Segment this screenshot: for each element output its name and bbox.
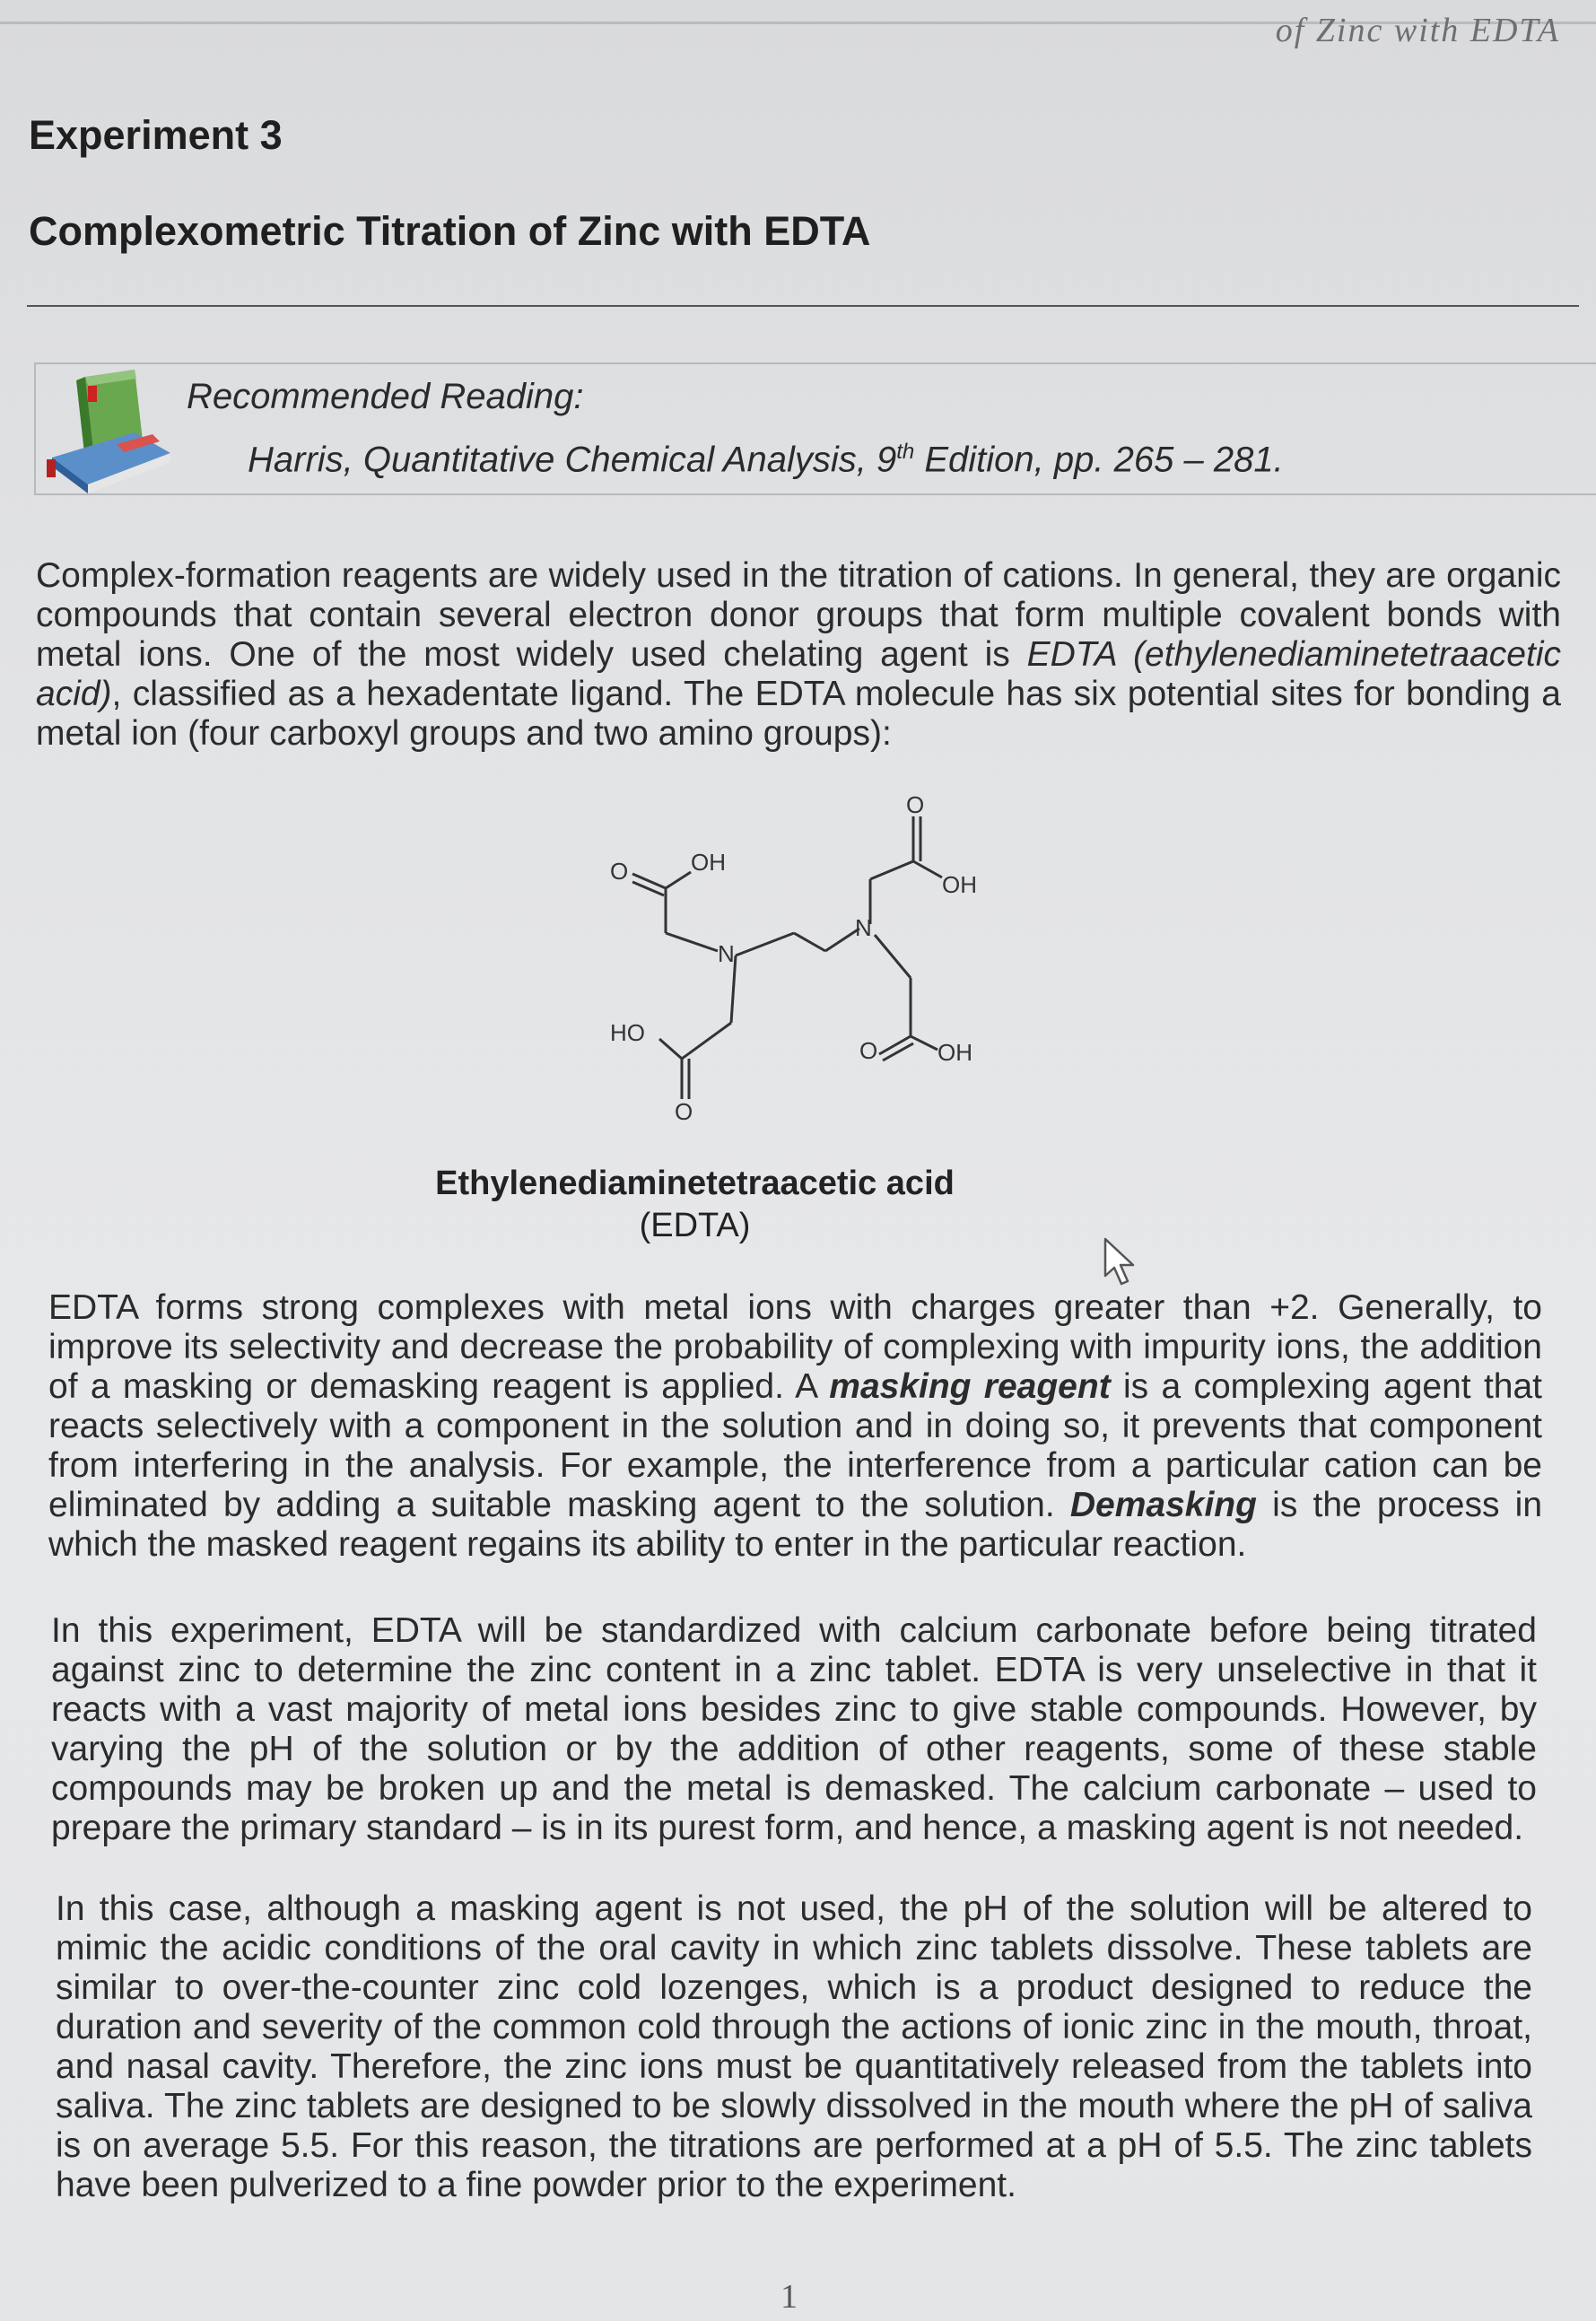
atom-oh-top-right: OH	[942, 871, 977, 898]
atom-o-top-left: O	[610, 858, 629, 885]
atom-oh-top-left: OH	[691, 849, 726, 876]
atom-oh-bottom-right: OH	[938, 1039, 972, 1066]
atom-n-right: N	[855, 914, 872, 941]
atom-n-left: N	[718, 940, 735, 967]
page-title: Complexometric Titration of Zinc with EDTA	[29, 208, 871, 254]
title-divider	[27, 305, 1579, 307]
experiment-number: Experiment 3	[29, 112, 283, 158]
page-number: 1	[781, 2278, 798, 2316]
atom-ho-bottom-left: HO	[610, 1019, 645, 1046]
atom-o-bottom-right: O	[859, 1037, 878, 1064]
atom-o-top-right: O	[906, 791, 925, 818]
atom-o-bottom-left: O	[675, 1098, 693, 1121]
mouse-pointer-icon	[1102, 1236, 1143, 1288]
molecule-abbreviation: (EDTA)	[639, 1207, 751, 1244]
intro-paragraph: Complex-formation reagents are widely used in the titration of cations. In general, they are organic compounds that contain several electron donor groups that form multiple covalent bonds with metal ions. One of the most widely used chelating agent is EDTA (ethylenediaminetetraacetic acid), classified as a hexadentate ligand. The EDTA molecule has six potential sites for bonding a metal ion (four carboxyl groups and two amino groups):	[36, 556, 1562, 753]
running-header: of Zinc with EDTA	[1275, 12, 1560, 49]
books-icon	[36, 359, 188, 502]
experiment-paragraph: In this experiment, EDTA will be standardized with calcium carbonate before being titrated against zinc to determine the zinc content in a zinc tablet. EDTA is very unselective in that it reacts with a vast majority of metal ions besides zinc to give stable compounds. However, by varying the pH of the solution or by the addition of other reagents, some of these stable compounds may be broken up and the metal is demasked. The calcium carbonate – used to prepare the primary standard – is in its purest form, and hence, a masking agent is not needed.	[51, 1611, 1537, 1847]
reading-reference: Harris, Quantitative Chemical Analysis, 9th Edition, pp. 265 – 281.	[248, 440, 1284, 480]
ph-paragraph: In this case, although a masking agent is not used, the pH of the solution will be altered to mimic the acidic conditions of the oral cavity in which zinc tablets dissolve. These tablets are similar to over-the-counter zinc cold lozenges, which is a product designed to reduce the duration and severity of the common cold through the actions of ionic zinc in the mouth, throat, and nasal cavity. Therefore, the zinc ions must be quantitatively released from the tablets into saliva. The zinc tablets are designed to be slowly dissolved in the mouth where the pH of saliva is on average 5.5. For this reason, the titrations are performed at a pH of 5.5. The zinc tablets have been pulverized to a fine powder prior to the experiment.	[56, 1889, 1532, 2204]
edta-structure	[574, 790, 1077, 1121]
masking-paragraph: EDTA forms strong complexes with metal ions with charges greater than +2. Generally, to improve its selectivity and decrease the probability of complexing with impurity ions, the addition of a masking or demasking reagent is applied. A masking reagent is a complexing agent that reacts selectively with a component in the solution and in doing so, it prevents that component from interfering in the analysis. For example, the interference from a particular cation can be eliminated by adding a suitable masking agent to the solution. Demasking is the process in which the masked reagent regains its ability to enter in the particular reaction.	[48, 1288, 1543, 1564]
molecule-name: Ethylenediaminetetraacetic acid	[435, 1165, 955, 1202]
recommended-reading-label: Recommended Reading:	[187, 377, 584, 416]
